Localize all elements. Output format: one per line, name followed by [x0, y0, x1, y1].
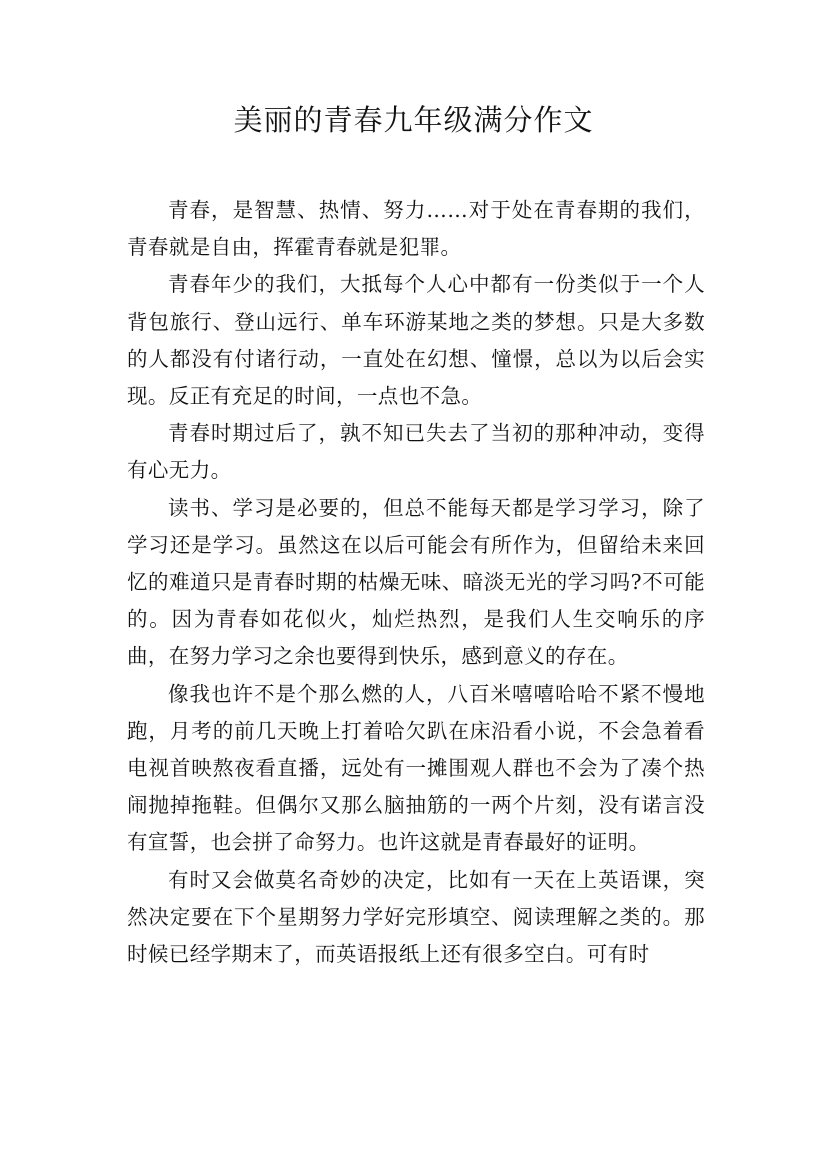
paragraph: 读书、学习是必要的，但总不能每天都是学习学习，除了学习还是学习。虽然这在以后可能会有所作为，但留给未来回忆的难道只是青春时期的枯燥无味、暗淡无光的学习吗?不可能的。因为青春如花似火，灿烂热烈，是我们人生交响乐的序曲，在努力学习之余也要得到快乐，感到意义的存在。 — [127, 495, 705, 669]
paragraph: 青春时期过后了，孰不知已失去了当初的那种冲动，变得有心无力。 — [127, 421, 705, 483]
paragraph: 青春年少的我们，大抵每个人心中都有一份类似于一个人背包旅行、登山远行、单车环游某地之类的梦想。只是大多数的人都没有付诸行动，一直处在幻想、憧憬，总以为以后会实现。反正有充足的时间，一点也不急。 — [127, 272, 705, 409]
document-body — [127, 192, 705, 973]
paragraph: 青春，是智慧、热情、努力……对于处在青春期的我们，青春就是自由，挥霍青春就是犯罪。 — [127, 198, 705, 260]
paragraph: 有时又会做莫名奇妙的决定，比如有一天在上英语课，突然决定要在下个星期努力学好完形填空、阅读理解之类的。那时候已经学期末了，而英语报纸上还有很多空白。可有时 — [127, 867, 705, 967]
document-title: 美丽的青春九年级满分作文 — [233, 103, 594, 137]
paragraph: 像我也许不是个那么燃的人，八百米嘻嘻哈哈不紧不慢地跑，月考的前几天晚上打着哈欠趴在床沿看小说，不会急着看电视首映熬夜看直播，远处有一摊围观人群也不会为了凑个热闹抛掉拖鞋。但偶尔又那么脑抽筋的一两个片刻，没有诺言没有宣誓，也会拼了命努力。也许这就是青春最好的证明。 — [127, 681, 705, 855]
